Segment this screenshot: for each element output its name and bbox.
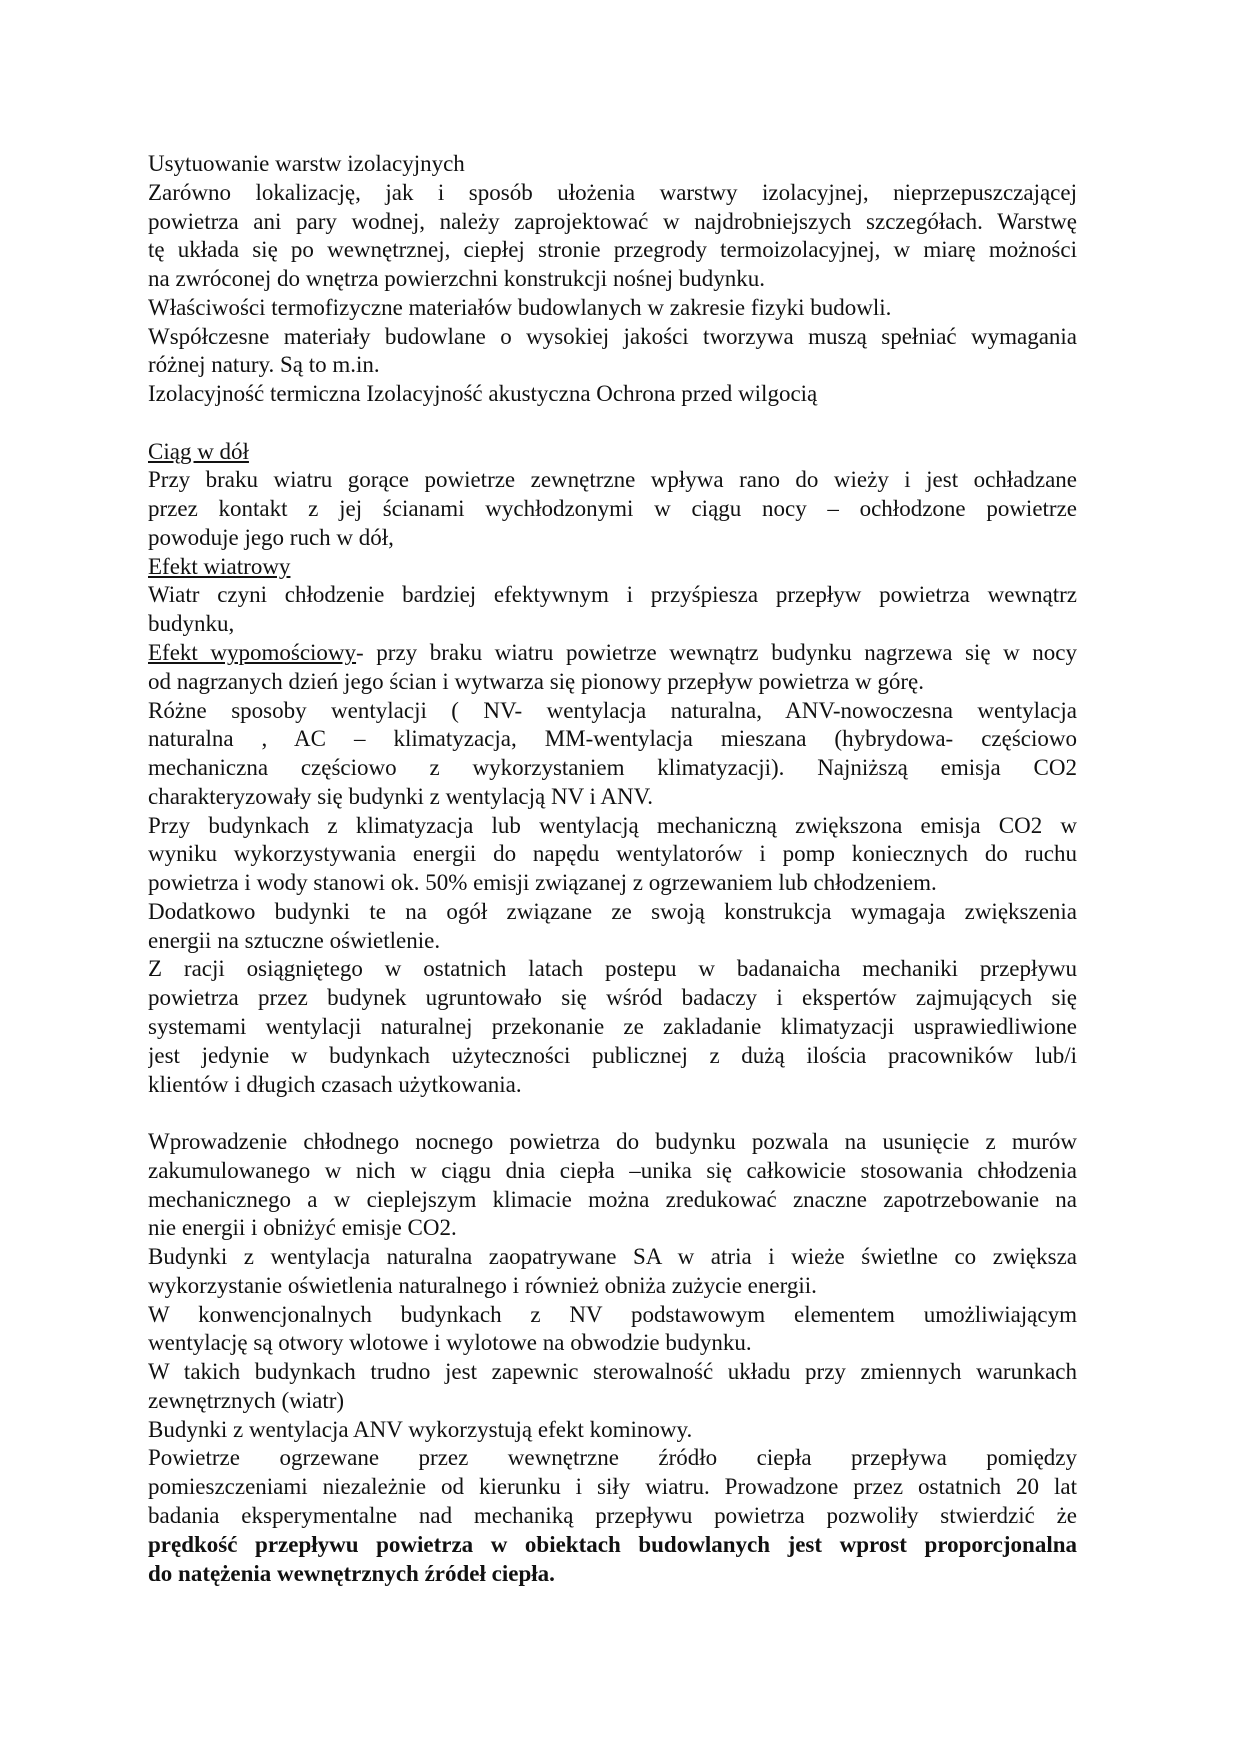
text-line (148, 581, 1077, 610)
text-segment: różnej natury. Są to m.in. (148, 352, 380, 378)
text-line (148, 1358, 1077, 1387)
text-segment: jest jedynie w budynkach użyteczności publicznej z dużą ilościa pracowników lub/i (148, 1042, 1077, 1068)
text-line (148, 1272, 1077, 1301)
text-line (148, 1387, 1077, 1416)
text-segment: charakteryzowały się budynki z wentylacją NV i ANV. (148, 783, 654, 809)
text-line (148, 783, 1077, 812)
text-segment: od nagrzanych dzień jego ścian i wytwarza się pionowy przepływ powietrza w górę. (148, 668, 924, 694)
text-line (148, 1329, 1077, 1358)
text-segment: powietrza ani pary wodnej, należy zaprojektować w najdrobniejszych szczegółach. Warstwę (148, 208, 1077, 234)
text-line (148, 610, 1077, 639)
text-segment: W konwencjonalnych budynkach z NV podstawowym elementem umożliwiającym (148, 1301, 1077, 1327)
text-line (148, 812, 1077, 841)
text-segment: mechaniczna częściowo z wykorzystaniem klimatyzacji). Najniższą emisja CO2 (148, 755, 1077, 781)
text-line (148, 1560, 1077, 1589)
text-line (148, 495, 1077, 524)
text-segment: badania eksperymentalne nad mechaniką przepływu powietrza pozwoliły stwierdzić że (148, 1502, 1077, 1528)
text-line (148, 754, 1077, 783)
text-segment: Powietrze ogrzewane przez wewnętrzne źródło ciepła przepływa pomiędzy (148, 1445, 1077, 1471)
text-line (148, 1157, 1077, 1186)
text-line (148, 294, 1077, 323)
text-segment: przez kontakt z jej ścianami wychłodzonymi w ciągu nocy – ochłodzone powietrze (148, 496, 1077, 522)
text-segment: tę układa się po wewnętrznej, ciepłej stronie przegrody termoizolacyjnej, w miarę możności (148, 237, 1077, 263)
text-line (148, 697, 1077, 726)
text-line (148, 553, 1077, 582)
text-line (148, 351, 1077, 380)
text-line (148, 466, 1077, 495)
text-line (148, 1473, 1077, 1502)
text-line (148, 1071, 1077, 1100)
text-line (148, 1128, 1077, 1157)
text-line (148, 869, 1077, 898)
text-segment: energii na sztuczne oświetlenie. (148, 927, 441, 953)
text-segment: Wprowadzenie chłodnego nocnego powietrza do budynku pozwala na usunięcie z murów (148, 1129, 1077, 1155)
text-line (148, 840, 1077, 869)
text-segment: wentylację są otwory wlotowe i wylotowe na obwodzie budynku. (148, 1330, 752, 1356)
text-line (148, 668, 1077, 697)
blank-line (148, 1099, 1077, 1128)
text-segment: wykorzystanie oświetlenia naturalnego i również obniża zużycie energii. (148, 1272, 817, 1298)
text-segment: klientów i długich czasach użytkowania. (148, 1071, 522, 1097)
text-line (148, 725, 1077, 754)
text-segment: - przy braku wiatru powietrze wewnątrz budynku nagrzewa się w nocy (356, 640, 1077, 666)
text-line (148, 323, 1077, 352)
text-line (148, 236, 1077, 265)
text-segment: wyniku wykorzystywania energii do napędu wentylatorów i pomp koniecznych do ruchu (148, 841, 1077, 867)
text-segment: zewnętrznych (wiatr) (148, 1387, 345, 1413)
text-line (148, 898, 1077, 927)
text-line (148, 179, 1077, 208)
text-segment: na zwróconej do wnętrza powierzchni konstrukcji nośnej budynku. (148, 266, 765, 292)
text-segment: zakumulowanego w nich w ciągu dnia ciepła –unika się całkowicie stosowania chłodzenia (148, 1157, 1077, 1183)
bold-text: prędkość przepływu powietrza w obiektach budowlanych jest wprost proporcjonalna (148, 1531, 1077, 1557)
text-line (148, 955, 1077, 984)
text-segment: nie energii i obniżyć emisje CO2. (148, 1215, 457, 1241)
document-page (148, 150, 1077, 1588)
text-segment: Izolacyjność termiczna Izolacyjność akustyczna Ochrona przed wilgocią (148, 381, 818, 407)
text-line (148, 1502, 1077, 1531)
text-segment: powietrza przez budynek ugruntowało się wśród badaczy i ekspertów zajmujących się (148, 985, 1077, 1011)
text-line (148, 380, 1077, 409)
text-segment: Wiatr czyni chłodzenie bardziej efektywnym i przyśpiesza przepływ powietrza wewnątrz (148, 582, 1077, 608)
text-segment: Współczesne materiały budowlane o wysokiej jakości tworzywa muszą spełniać wymagania (148, 323, 1077, 349)
text-line (148, 1531, 1077, 1560)
text-segment: pomieszczeniami niezależnie od kierunku i siły wiatru. Prowadzone przez ostatnich 20 lat (148, 1474, 1077, 1500)
text-segment: naturalna , AC – klimatyzacja, MM-wentylacja mieszana (hybrydowa- częściowo (148, 726, 1077, 752)
text-segment: Z racji osiągniętego w ostatnich latach postepu w badanaicha mechaniki przepływu (148, 956, 1077, 982)
blank-line (148, 409, 1077, 438)
text-segment: systemami wentylacji naturalnej przekonanie ze zakladanie klimatyzacji usprawiedliwione (148, 1013, 1077, 1039)
text-line (148, 208, 1077, 237)
section-heading: Efekt wiatrowy (148, 553, 291, 579)
text-segment: Przy budynkach z klimatyzacja lub wentylacją mechaniczną zwiększona emisja CO2 w (148, 812, 1077, 838)
text-segment: W takich budynkach trudno jest zapewnic sterowalność układu przy zmiennych warunkach (148, 1359, 1077, 1385)
text-line (148, 1042, 1077, 1071)
text-segment: Różne sposoby wentylacji ( NV- wentylacja naturalna, ANV-nowoczesna wentylacja (148, 697, 1077, 723)
text-line (148, 265, 1077, 294)
text-segment: Przy braku wiatru gorące powietrze zewnętrzne wpływa rano do wieży i jest ochładzane (148, 467, 1077, 493)
text-segment: Dodatkowo budynki te na ogół związane ze swoją konstrukcja wymagaja zwiększenia (148, 898, 1077, 924)
text-segment: Usytuowanie warstw izolacyjnych (148, 151, 465, 176)
text-line (148, 984, 1077, 1013)
text-line (148, 927, 1077, 956)
text-segment: mechanicznego a w cieplejszym klimacie można zredukować znaczne zapotrzebowanie na (148, 1186, 1077, 1212)
text-segment: Budynki z wentylacja naturalna zaopatrywane SA w atria i wieże świetlne co zwiększa (148, 1244, 1077, 1270)
text-segment: powietrza i wody stanowi ok. 50% emisji związanej z ogrzewaniem lub chłodzeniem. (148, 870, 937, 896)
text-line (148, 438, 1077, 467)
text-line (148, 1186, 1077, 1215)
text-line (148, 524, 1077, 553)
bold-text: do natężenia wewnętrznych źródeł ciepła. (148, 1560, 555, 1586)
text-line (148, 1301, 1077, 1330)
text-segment: Zarówno lokalizację, jak i sposób ułożenia warstwy izolacyjnej, nieprzepuszczającej (148, 179, 1077, 205)
section-heading: Efekt wypomościowy (148, 640, 357, 666)
text-line (148, 1416, 1077, 1445)
text-line (148, 1214, 1077, 1243)
text-segment: powoduje jego ruch w dół, (148, 524, 394, 550)
text-line (148, 1444, 1077, 1473)
text-segment: Właściwości termofizyczne materiałów budowlanych w zakresie fizyki budowli. (148, 294, 892, 320)
section-heading: Ciąg w dół (148, 438, 249, 464)
text-line (148, 1013, 1077, 1042)
text-segment: budynku, (148, 611, 235, 637)
text-line (148, 150, 1077, 179)
text-line (148, 1243, 1077, 1272)
text-segment: Budynki z wentylacja ANV wykorzystują efekt kominowy. (148, 1416, 693, 1442)
text-line (148, 639, 1077, 668)
